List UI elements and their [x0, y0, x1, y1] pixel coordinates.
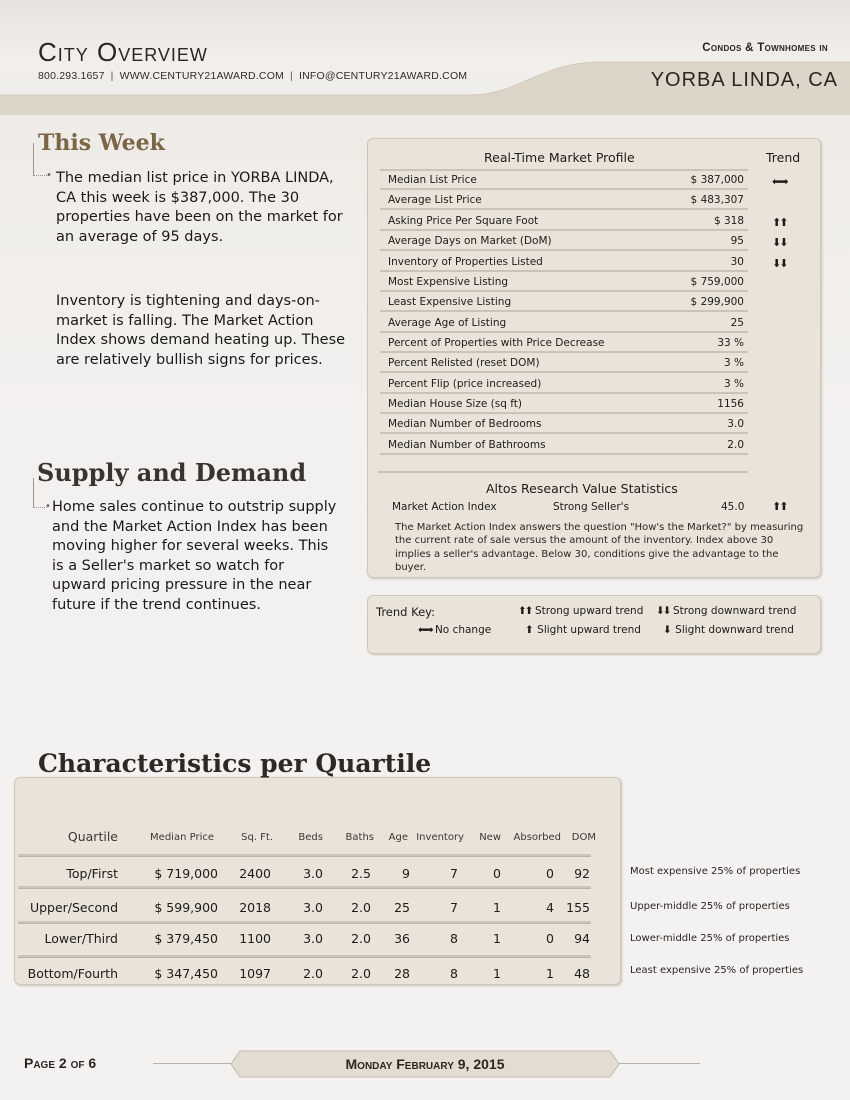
- report-date: Monday February 9, 2015: [345, 1056, 505, 1072]
- column-header: Age: [388, 832, 408, 843]
- trend-key-item: [525, 624, 641, 636]
- quartile-description: Upper-middle 25% of properties: [630, 901, 790, 912]
- quartile-cell: 36: [394, 931, 410, 946]
- quartile-cell: 8: [450, 966, 458, 981]
- metric-value: 95: [730, 234, 744, 247]
- strong-up-trend-icon: ⬆⬆: [772, 216, 787, 229]
- metric-value: 33 %: [717, 336, 744, 349]
- column-header: New: [479, 832, 501, 843]
- quartile-description: Least expensive 25% of properties: [630, 965, 804, 976]
- quartile-name: Upper/Second: [29, 900, 118, 915]
- city-name: YORBA LINDA, CA: [650, 69, 838, 91]
- metric-label: Percent of Properties with Price Decrease: [388, 336, 605, 349]
- trend-key-item: [663, 624, 794, 636]
- trend-key-title: Trend Key:: [376, 605, 436, 619]
- metric-value: $ 483,307: [690, 193, 744, 206]
- metric-label: Median Number of Bathrooms: [388, 438, 546, 451]
- quartile-cell: 94: [574, 931, 590, 946]
- trend-key-label: Slight upward trend: [537, 624, 641, 636]
- metric-label: Median House Size (sq ft): [388, 397, 522, 410]
- quartile-cell: 9: [402, 866, 410, 881]
- market-profile-row: [380, 189, 748, 210]
- phone-number[interactable]: 800.293.1657: [38, 70, 105, 82]
- strong-down-trend-icon: ⬇⬇: [772, 257, 787, 270]
- metric-value: $ 318: [713, 214, 744, 227]
- quartile-cell: 1: [546, 966, 554, 981]
- metric-label: Median Number of Bedrooms: [388, 417, 542, 430]
- contact-line: [38, 70, 467, 82]
- no-change-trend-icon: ⬅➡: [772, 175, 787, 188]
- strong-up-trend-icon: ⬆⬆: [772, 500, 787, 513]
- quartile-cell: 7: [450, 900, 458, 915]
- quartile-cell: 1: [493, 931, 501, 946]
- footer-date-banner: [230, 1050, 620, 1078]
- quartile-cell: $ 379,450: [154, 931, 218, 946]
- quartile-cell: 1097: [239, 966, 271, 981]
- metric-label: Average List Price: [388, 193, 482, 206]
- metric-value: $ 759,000: [690, 275, 744, 288]
- slight-up-icon: ⬆: [525, 624, 534, 636]
- quartile-cell: 3.0: [303, 866, 323, 881]
- metric-value: 1156: [717, 397, 744, 410]
- quartile-cell: 2.0: [351, 900, 371, 915]
- metric-label: Median List Price: [388, 173, 477, 186]
- metric-value: 30: [730, 255, 744, 268]
- column-header: Quartile: [67, 829, 118, 844]
- market-profile-row: [380, 251, 748, 272]
- quartile-cell: 2.0: [351, 931, 371, 946]
- quartile-name: Top/First: [66, 866, 118, 881]
- quartile-cell: 3.0: [303, 931, 323, 946]
- quartile-cell: 1: [493, 900, 501, 915]
- quartile-cell: 8: [450, 931, 458, 946]
- trend-key-label: Strong upward trend: [534, 605, 644, 617]
- market-profile-title: Real-Time Market Profile: [484, 150, 635, 165]
- this-week-heading: This Week: [38, 130, 165, 156]
- quartile-cell: 92: [574, 866, 590, 881]
- quartile-cell: 3.0: [303, 900, 323, 915]
- metric-label: Inventory of Properties Listed: [388, 255, 543, 268]
- row-divider: [18, 921, 591, 924]
- market-action-description: The Market Action Index answers the question "How's the Market?" by measuring the current rate of sale versus the amount of the inventory. Index above 30 implies a seller's advantage. Below 30, conditions give the advantage to the buyer.: [395, 522, 804, 573]
- quartile-cell: 2.0: [303, 966, 323, 981]
- quartile-cell: 1100: [239, 931, 271, 946]
- no-change-icon: ⬅➡: [418, 624, 432, 636]
- metric-label: Least Expensive Listing: [388, 295, 512, 308]
- market-profile-row: [380, 169, 748, 190]
- quartile-cell: 2018: [239, 900, 271, 915]
- metric-label: Most Expensive Listing: [388, 275, 509, 288]
- quartile-cell: 48: [574, 966, 590, 981]
- market-profile-row: [380, 230, 748, 251]
- trend-key-label: No change: [434, 624, 492, 636]
- website-link[interactable]: WWW.CENTURY21AWARD.COM: [119, 70, 285, 82]
- quartile-name: Lower/Third: [44, 931, 118, 946]
- bullet-icon: •: [46, 170, 52, 181]
- page-title: City Overview: [38, 37, 208, 67]
- trend-key-label: Strong downward trend: [672, 605, 797, 617]
- quartile-cell: 7: [450, 866, 458, 881]
- column-header: Baths: [345, 832, 374, 843]
- metric-value: 3.0: [727, 417, 744, 430]
- row-divider: [18, 886, 591, 889]
- supply-demand-heading: Supply and Demand: [37, 458, 307, 487]
- market-profile-row: [380, 413, 748, 434]
- metric-value: 25: [730, 316, 744, 329]
- market-profile-row: [380, 352, 748, 373]
- metric-label: Average Age of Listing: [388, 316, 507, 329]
- slight-down-icon: ⬇: [663, 624, 672, 636]
- quartile-panel: [14, 777, 621, 985]
- bullet-icon: •: [45, 501, 51, 512]
- quartile-cell: 25: [394, 900, 410, 915]
- quartile-cell: 155: [566, 900, 590, 915]
- quartile-cell: 2.5: [351, 866, 371, 881]
- quartile-cell: $ 599,900: [154, 900, 218, 915]
- email-link[interactable]: INFO@CENTURY21AWARD.COM: [298, 70, 468, 82]
- market-profile-row: [380, 291, 748, 312]
- quartile-cell: 28: [394, 966, 410, 981]
- quartile-name: Bottom/Fourth: [27, 966, 118, 981]
- metric-label: Percent Relisted (reset DOM): [388, 356, 540, 369]
- section-divider: [378, 471, 748, 473]
- quartile-cell: 2400: [239, 866, 271, 881]
- column-header: Median Price: [150, 832, 214, 843]
- trend-key-label: Slight downward trend: [675, 624, 794, 636]
- quartile-description: Lower-middle 25% of properties: [630, 933, 790, 944]
- strong-up-icon: ⬆⬆: [518, 605, 532, 617]
- column-header: Beds: [298, 832, 323, 843]
- quartile-cell: $ 347,450: [154, 966, 218, 981]
- market-profile-row: [380, 271, 748, 292]
- metric-value: 3 %: [724, 356, 744, 369]
- quartile-description: Most expensive 25% of properties: [630, 866, 801, 877]
- market-profile-row: [380, 312, 748, 333]
- market-profile-row: [380, 434, 748, 455]
- quartile-cell: 0: [546, 866, 554, 881]
- separator: |: [110, 70, 114, 82]
- quartile-cell: 0: [493, 866, 501, 881]
- metric-label: Average Days on Market (DoM): [388, 234, 552, 247]
- quartile-cell: 0: [546, 931, 554, 946]
- market-profile-row: [380, 210, 748, 231]
- column-header: DOM: [571, 832, 596, 843]
- quartile-cell: 1: [493, 966, 501, 981]
- market-action-value: 45.0: [721, 501, 745, 513]
- this-week-paragraph-1: The median list price in YORBA LINDA, CA this week is $387,000. The 30 properties have been on the market for an average of 95 days.: [56, 170, 343, 245]
- property-type-subtitle: Condos & Townhomes in: [702, 42, 828, 54]
- column-header: Absorbed: [513, 832, 561, 843]
- market-action-index-label: Market Action Index: [392, 501, 497, 513]
- metric-value: $ 299,900: [690, 295, 744, 308]
- row-divider: [18, 854, 591, 857]
- market-action-status: Strong Seller's: [553, 501, 630, 513]
- trend-key-item: [518, 605, 643, 617]
- quartile-cell: $ 719,000: [154, 866, 218, 881]
- metric-value: 2.0: [727, 438, 744, 451]
- strong-down-trend-icon: ⬇⬇: [772, 236, 787, 249]
- this-week-paragraph-2: Inventory is tightening and days-on-market is falling. The Market Action Index shows demand heating up. These are relatively bullish signs for prices.: [56, 293, 346, 368]
- trend-key-item: [656, 605, 796, 617]
- strong-down-icon: ⬇⬇: [656, 605, 670, 617]
- quartile-cell: 2.0: [351, 966, 371, 981]
- market-profile-panel: [367, 138, 821, 578]
- column-header: Inventory: [416, 832, 464, 843]
- metric-label: Percent Flip (price increased): [388, 377, 542, 390]
- column-header: Sq. Ft.: [241, 832, 273, 843]
- market-profile-row: [380, 393, 748, 414]
- supply-demand-paragraph: Home sales continue to outstrip supply and the Market Action Index has been moving higher for several weeks. This is a Seller's market so watch for upward pricing pressure in the near future if the trend continues.: [52, 499, 337, 613]
- market-profile-row: [380, 332, 748, 353]
- page-indicator: Page 2 of 6: [24, 1055, 97, 1071]
- trend-key-item: [418, 624, 491, 636]
- row-divider: [18, 955, 591, 958]
- altos-title: Altos Research Value Statistics: [486, 481, 678, 496]
- trend-key-panel: [367, 595, 821, 654]
- quartile-cell: 4: [546, 900, 554, 915]
- market-profile-row: [380, 373, 748, 394]
- trend-column-header: Trend: [766, 150, 801, 165]
- metric-label: Asking Price Per Square Foot: [388, 214, 539, 227]
- quartile-heading: Characteristics per Quartile: [38, 749, 432, 778]
- separator: |: [290, 70, 293, 82]
- metric-value: 3 %: [724, 377, 744, 390]
- metric-value: $ 387,000: [690, 173, 744, 186]
